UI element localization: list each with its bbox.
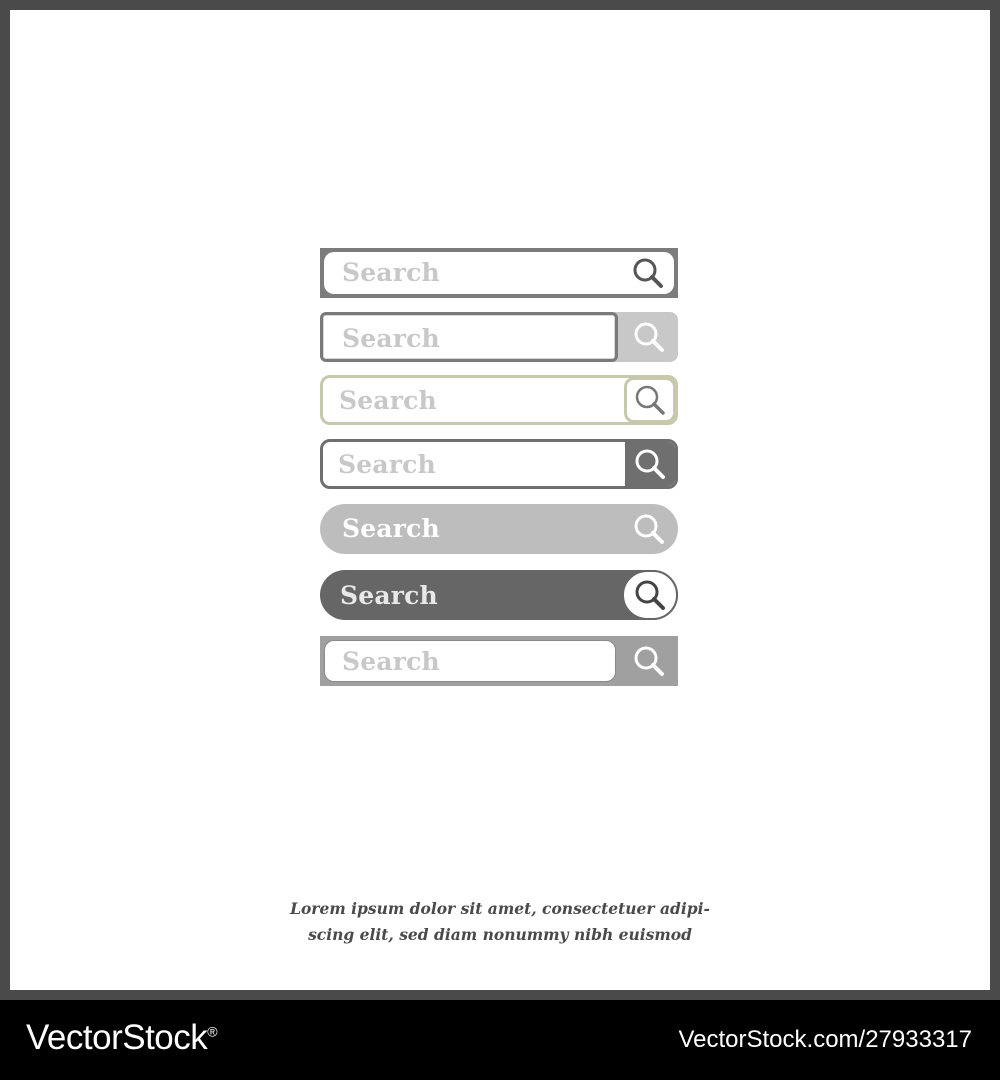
- search-bar-1: [320, 248, 678, 298]
- search-icon: [630, 255, 666, 291]
- search-button-7[interactable]: [620, 636, 678, 686]
- search-bar-2: [320, 312, 678, 362]
- search-placeholder-4: Search: [338, 450, 436, 479]
- caption-line-1: Lorem ipsum dolor sit amet, consectetuer adipi-: [290, 899, 710, 918]
- search-icon: [631, 511, 667, 547]
- search-placeholder-2: Search: [342, 324, 440, 353]
- search-icon: [632, 446, 668, 482]
- caption-line-2: scing elit, sed diam nonummy nibh euismod: [308, 925, 692, 944]
- brand-name: VectorStock: [26, 1018, 208, 1057]
- image-id: VectorStock.com/27933317: [678, 1026, 972, 1053]
- brand-logo: [26, 1018, 217, 1058]
- search-button-1[interactable]: [624, 252, 672, 294]
- search-button-4[interactable]: [625, 442, 675, 486]
- search-icon: [632, 577, 668, 613]
- search-bar-6[interactable]: [320, 570, 678, 620]
- search-placeholder-6: Search: [340, 581, 438, 610]
- search-icon: [631, 643, 667, 679]
- search-placeholder-3: Search: [339, 386, 437, 415]
- caption-text: [220, 896, 780, 948]
- search-button-3[interactable]: [624, 377, 676, 423]
- search-button-6[interactable]: [622, 570, 678, 620]
- search-button-2[interactable]: [620, 312, 678, 362]
- search-button-5[interactable]: [624, 504, 674, 554]
- registered-mark: ®: [207, 1023, 218, 1040]
- search-icon: [631, 319, 667, 355]
- search-bar-7: [320, 636, 678, 686]
- canvas: [10, 10, 990, 990]
- search-placeholder-5: Search: [342, 514, 440, 543]
- search-placeholder-7: Search: [342, 647, 440, 676]
- search-bar-3: [320, 375, 678, 425]
- search-placeholder-1: Search: [342, 258, 440, 287]
- search-bar-4: [320, 439, 678, 489]
- search-bar-5[interactable]: [320, 504, 678, 554]
- search-icon: [632, 382, 668, 418]
